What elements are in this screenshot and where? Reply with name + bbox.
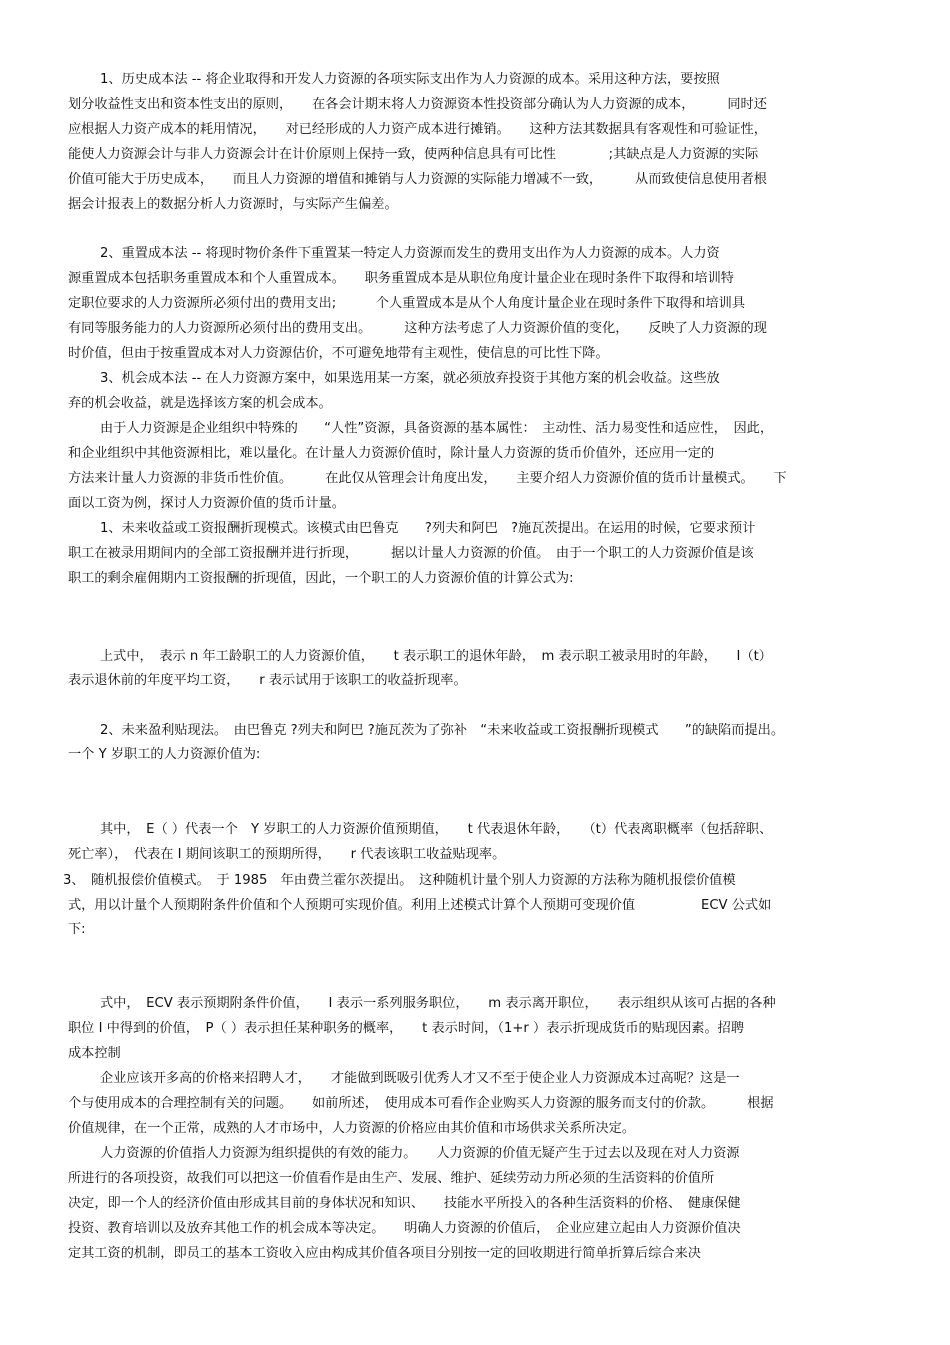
text-line: 决定，即一个人的经济价值由形成其目前的身体状况和知识、 技能水平所投入的各种生活资料的价格、 健康保健 [68, 1196, 741, 1211]
text-line: 应根据人力资产成本的耗用情况， 对已经形成的人力资产成本进行摊销。 这种方法其数据具有客观性和可验证性， [68, 122, 767, 137]
text-line: 2、未来盈利贴现法。 由巴鲁克 ?列夫和阿巴 ?施瓦茨为了弥补 “未来收益或工资报酬折现模式 ”的缺陷而提出。 [100, 723, 785, 738]
text-line: 职工在被录用期间内的全部工资报酬并进行折现， 据以计量人力资源的价值。 由于一个职工的人力资源价值是该 [68, 546, 754, 561]
text-line: 3、 随机报偿价值模式。 于 1985 年由费兰霍尔茨提出。 这种随机计量个别人力资源的方法称为随机报偿价值模 [63, 873, 736, 888]
text-line: 时价值，但由于按重置成本对人力资源估价，不可避免地带有主观性，使信息的可比性下降。 [68, 346, 609, 361]
text-line: 式，用以计量个人预期附条件价值和个人预期可实现价值。利用上述模式计算个人预期可变现价值 ECV 公式如 [68, 898, 772, 913]
text-line: 价值规律，在一个正常，成熟的人才市场中，人力资源的价格应由其价值和市场供求关系所决定。 [68, 1121, 636, 1136]
text-line: 1、历史成本法 -- 将企业取得和开发人力资源的各项实际支出作为人力资源的成本。采用这种方法，要按照 [100, 72, 720, 87]
text-line: 成本控制 [68, 1046, 121, 1061]
text-line: 职工的剩余雇佣期内工资报酬的折现值，因此，一个职工的人力资源价值的计算公式为: [68, 571, 574, 586]
text-line: 其中， E（ ）代表一个 Y 岁职工的人力资源价值预期值， t 代表退休年龄， （t）代表离职概率（包括辞职、 [100, 822, 773, 837]
text-line: 所进行的各项投资，故我们可以把这一价值看作是由生产、发展、维护、延续劳动力所必须的生活资料的价值所 [68, 1171, 715, 1186]
text-line: 一个 Y 岁职工的人力资源价值为: [68, 747, 261, 762]
text-line: 定职位要求的人力资源所必须付出的费用支出; 个人重置成本是从个人角度计量企业在现时条件下取得和培训具 [68, 296, 746, 311]
text-line: 由于人力资源是企业组织中特殊的 “人性”资源，具备资源的基本属性： 主动性、活力易变性和适应性， 因此， [100, 421, 774, 436]
text-line: 式中， ECV 表示预期附条件价值， I 表示一系列服务职位， m 表示离开职位， 表示组织从该可占据的各种 [100, 996, 776, 1011]
text-line: 2、重置成本法 -- 将现时物价条件下重置某一特定人力资源而发生的费用支出作为人力资源的成本。人力资 [100, 246, 720, 261]
text-line: 3、机会成本法 -- 在人力资源方案中，如果选用某一方案，就必须放弃投资于其他方案的机会收益。这些放 [100, 371, 720, 386]
text-line: 和企业组织中其他资源相比，难以量化。在计量人力资源价值时，除计量人力资源的货币价值外，还应用一定的 [68, 446, 715, 461]
text-line: 个与使用成本的合理控制有关的问题。 如前所述， 使用成本可看作企业购买人力资源的服务而支付的价款。 根据 [68, 1096, 774, 1111]
text-line: 定其工资的机制，即员工的基本工资收入应由构成其价值各项目分别按一定的回收期进行简单折算后综合来决 [68, 1246, 701, 1261]
text-line: 上式中， 表示 n 年工龄职工的人力资源价值， t 表示职工的退休年龄， m 表示职工被录用时的年龄， I（t） [100, 649, 772, 664]
text-line: 弃的机会收益，就是选择该方案的机会成本。 [68, 396, 332, 411]
text-line: 能使人力资源会计与非人力资源会计在计价原则上保持一致，使两种信息具有可比性 ;其缺点是人力资源的实际 [68, 147, 759, 162]
text-line: 企业应该开多高的价格来招聘人才， 才能做到既吸引优秀人才又不至于使企业人力资源成本过高呢？这是一 [100, 1071, 740, 1086]
text-line: 投资、教育培训以及放弃其他工作的机会成本等决定。 明确人力资源的价值后， 企业应建立起由人力资源价值决 [68, 1221, 741, 1236]
text-line: 人力资源的价值指人力资源为组织提供的有效的能力。 人力资源的价值无疑产生于过去以及现在对人力资源 [100, 1146, 740, 1161]
text-line: 表示退休前的年度平均工资， r 表示试用于该职工的收益折现率。 [68, 673, 467, 688]
text-line: 方法来计量人力资源的非货币性价值。 在此仅从管理会计角度出发， 主要介绍人力资源价值的货币计量模式。 下 [68, 471, 787, 486]
text-line: 下: [68, 922, 86, 937]
text-line: 价值可能大于历史成本， 而且人力资源的增值和摊销与人力资源的实际能力增减不一致， 从而致使信息使用者根 [68, 172, 767, 187]
text-line: 1、未来收益或工资报酬折现模式。该模式由巴鲁克 ?列夫和阿巴 ?施瓦茨提出。在运用的时候，它要求预计 [100, 521, 756, 536]
text-line: 源重置成本包括职务重置成本和个人重置成本。 职务重置成本是从职位角度计量企业在现时条件下取得和培训特 [68, 271, 734, 286]
text-line: 据会计报表上的数据分析人力资源时，与实际产生偏差。 [68, 197, 398, 212]
text-line: 面以工资为例，探讨人力资源价值的货币计量。 [68, 496, 345, 511]
text-line: 划分收益性支出和资本性支出的原则， 在各会计期末将人力资源资本性投资部分确认为人力资源的成本， 同时还 [68, 97, 767, 112]
text-line: 死亡率）， 代表在 I 期间该职工的预期所得， r 代表该职工收益贴现率。 [68, 847, 506, 862]
text-line: 有同等服务能力的人力资源所必须付出的费用支出。 这种方法考虑了人力资源价值的变化， 反映了人力资源的现 [68, 321, 767, 336]
text-line: 职位 I 中得到的价值， P（ ）表示担任某种职务的概率， t 表示时间，（1+r ）表示折现成货币的贴现因素。招聘 [68, 1021, 745, 1036]
